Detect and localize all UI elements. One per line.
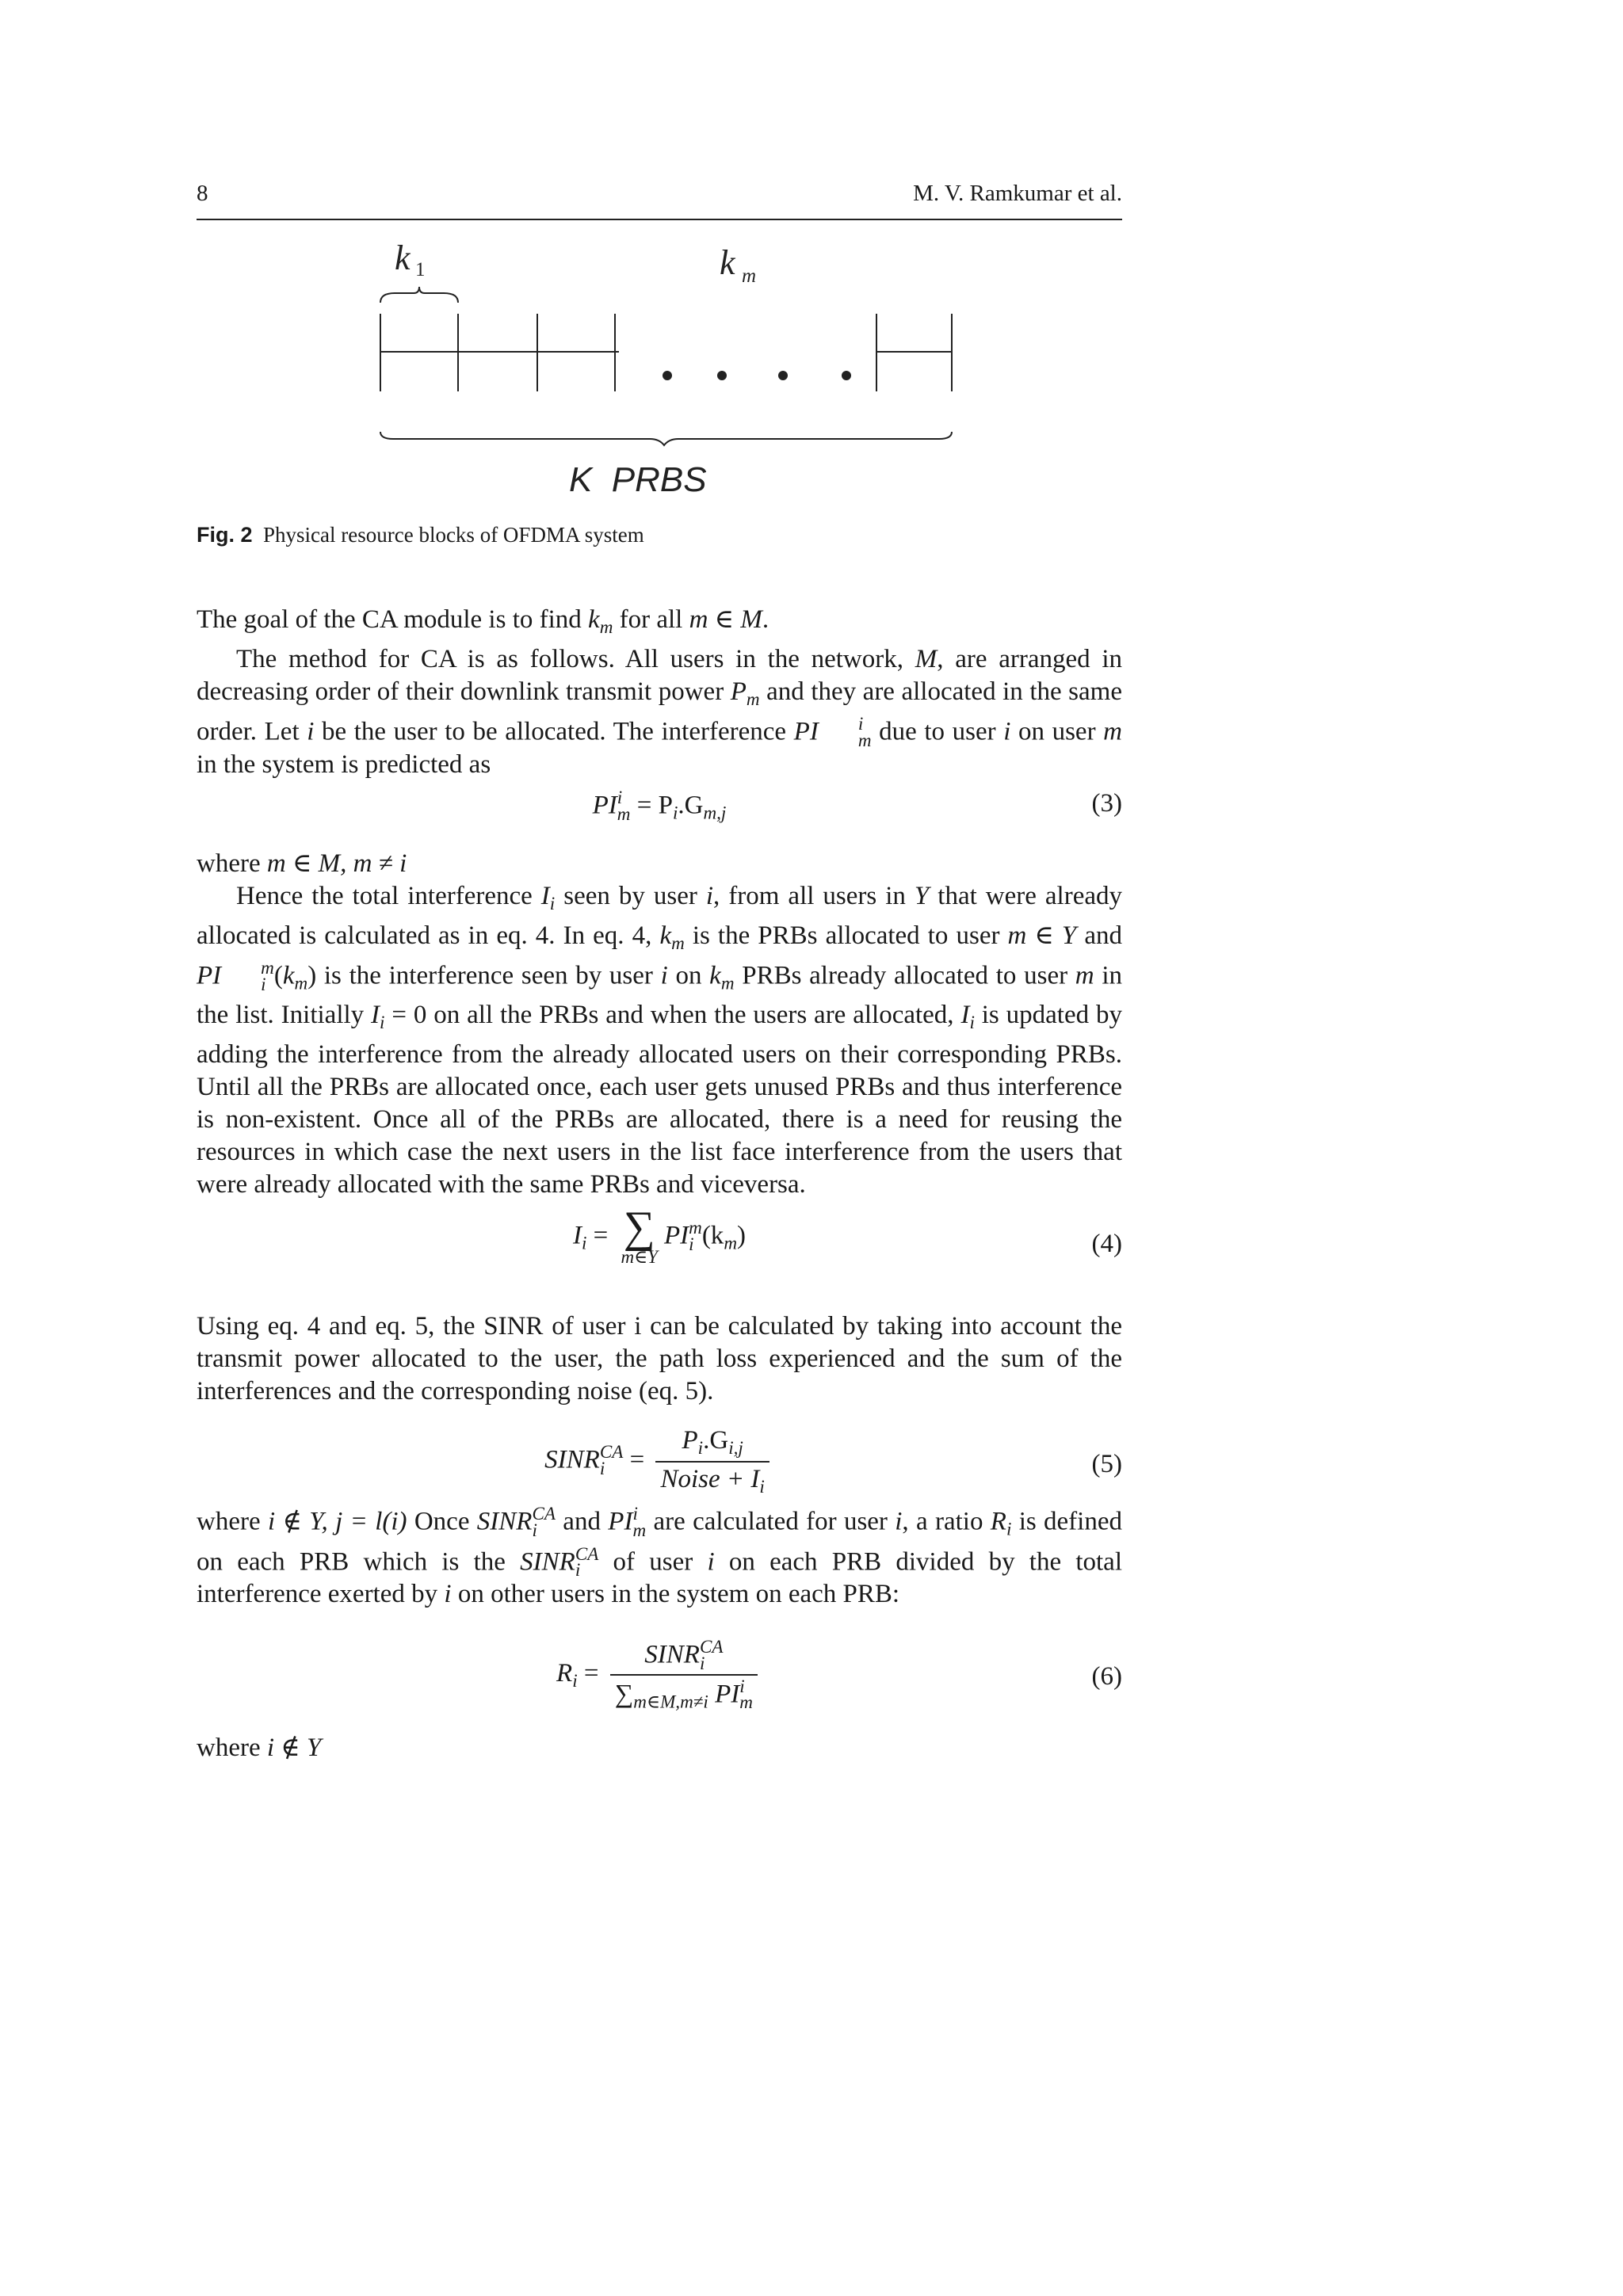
caption-label: Fig. 2 [197,523,253,547]
ellipsis-dot [778,371,788,380]
equation-number-4: (4) [1091,1230,1122,1258]
running-head: M. V. Ramkumar et al. [913,181,1122,206]
fraction-ratio: SINR CA i $\sum_{m\in M,m\ne i}$ PI i m [610,1638,758,1712]
caption-text: Physical resource blocks of OFDMA system [263,523,644,547]
equation-number-6: (6) [1091,1662,1122,1691]
equation-5: SINR CA i = $\frac{P_i.G_{i,j}}{Noise + I_i}$ (5) [544,1426,1122,1497]
figure-caption [197,523,644,547]
equation-number-5: (5) [1091,1450,1122,1478]
where-clause-1: where m ∈ M, m ≠ i [197,849,407,878]
label-k1-sub: 1 [415,259,426,280]
equation-6: $R_i$ = SINR CA i $\sum_{m\in M,m\ne i}$ PI i m (6) [556,1636,1122,1713]
summation: ∑ m∈Y [621,1203,658,1267]
label-km: k [720,243,735,282]
ellipsis-dot [842,371,851,380]
equation-3: PI i m = $P_i.G_{m,j}$ (3) [592,787,1122,824]
body-text-top [197,604,1122,781]
ellipsis-dot [717,371,727,380]
k1-brace [380,287,458,303]
equation-4: $I_i$ = ∑ m∈Y PI m i $(k_m)$ (4) [572,1203,1122,1267]
label-k-prbs: K PRBS [569,460,707,499]
paragraph-sinr: Using eq. 4 and eq. 5, the SINR of user i can be calculated by taking into account the transmit power allocated to the user, the path loss experienced and the sum of the interferences and the corresponding noise (eq. 5). [197,1312,1122,1405]
prb-figure [197,230,1122,515]
label-km-sub: m [742,265,757,287]
body-text-sinr [197,1310,1122,1408]
paragraph-goal: The goal of the CA module is to find $k_m$ for all m ∈ M. [197,605,769,637]
body-text-middle [197,848,1122,1201]
k-prbs-brace [380,432,952,445]
paragraph-method: The method for CA is as follows. All users in the network, M, are arranged in decreasing order of their downlink transmit power $P_m$ and they are allocated in the same order. Let i be the user to be allocated. The interference PI i m due to user i on user m in the system is predicted as [197,644,1122,779]
page-number: 8 [197,181,208,206]
label-k1: k [395,238,411,277]
where-clause-last: where i ∉ Y [197,1733,322,1762]
equation-number-3: (3) [1091,789,1122,818]
body-text-ratio [197,1505,1122,1611]
body-text-end [197,1732,1122,1764]
paragraph-ratio: where i ∉ Y, j = l(i) Once SINR CA i and PI i m are calculated for user i, a ratio $R_i$ is defined on each PRB which is the SINR CA i of user i on each PRB divided by the total interference exerted by i on other users in the system on each PRB: [197,1503,1122,1609]
header-rule [197,219,1122,220]
paragraph-total-interference: Hence the total interference $I_i$ seen by user i, from all users in Y that were already allocated is calculated as in eq. 4. In eq. 4, $k_m$ is the PRBs allocated to user m ∈ Y and PI m i $(k_m)$ is the interference seen by user i on $k_m$ PRBs already allocated to user m in the list. Initially $I_i = 0$ on all the PRBs and when the users are allocated, $I_i$ is updated by adding the interference from the already allocated users on their corresponding PRBs. Until all the PRBs are allocated once, each user gets unused PRBs and thus interference is non-existent. Once all of the PRBs are allocated, there is a need for reusing the resources in which case the next users in the list face interference from the users that were already allocated with the same PRBs and viceversa. [197,882,1123,1199]
fraction-sinr: $\frac{P_i.G_{i,j}}{Noise + I_i}$ [655,1426,769,1497]
ellipsis-dot [663,371,672,380]
